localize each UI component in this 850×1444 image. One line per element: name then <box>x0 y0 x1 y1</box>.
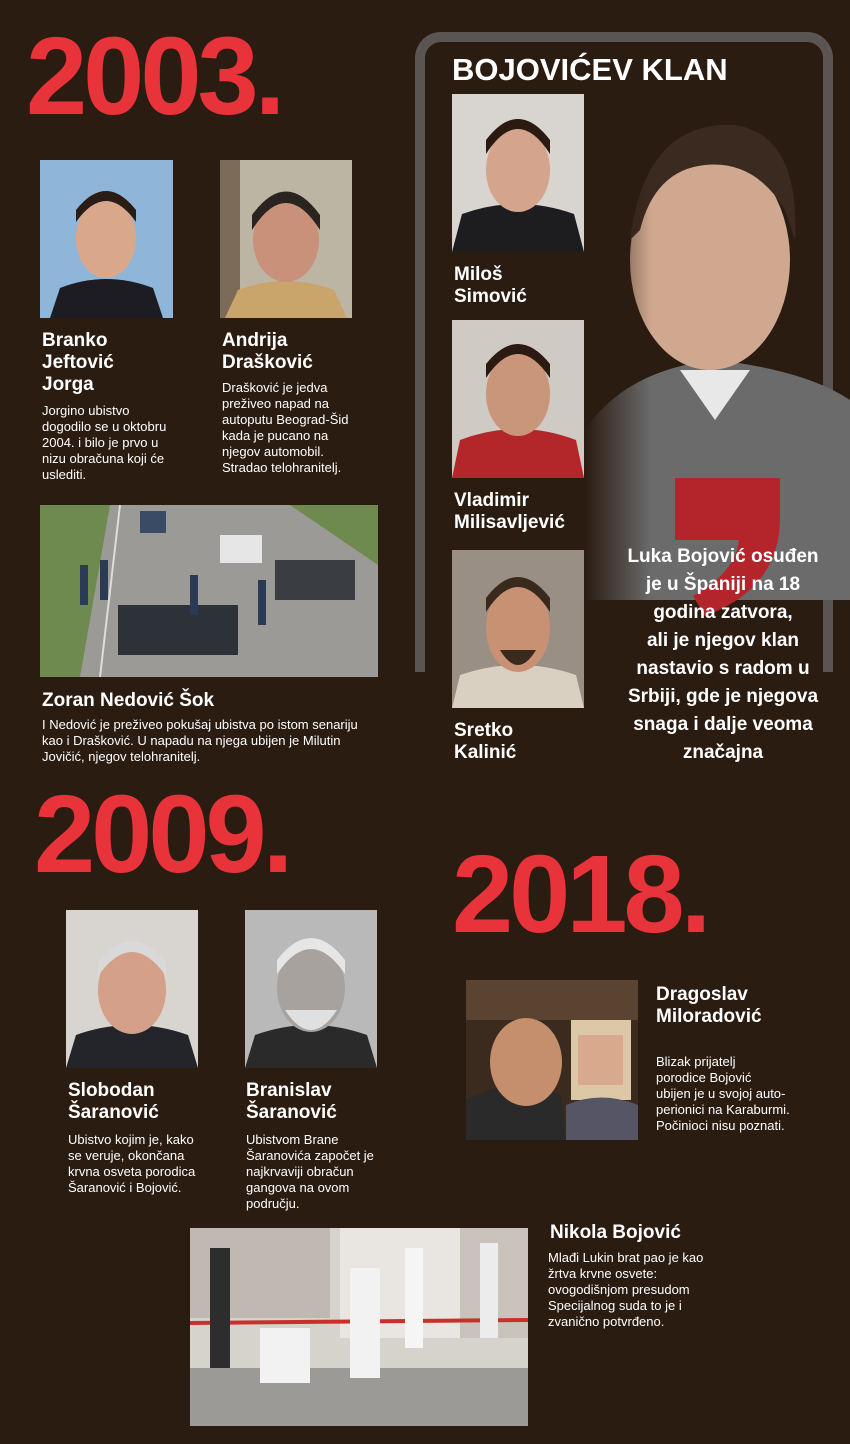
branislav-saranovic-name: Branislav Šaranović <box>246 1080 337 1123</box>
nikola-bojovic-crime-scene-photo <box>190 1228 528 1426</box>
nikola-bojovic-name: Nikola Bojović <box>550 1222 681 1243</box>
year-2003-heading: 2003. <box>26 15 282 138</box>
nikola-bojovic-description: Mlađi Lukin brat pao je kao žrtva krvne osvete: ovogodišnjom presudom Specijalnog suda to je i zvanično potvrđeno. <box>548 1250 704 1329</box>
klan-title: BOJOVIĆEV KLAN <box>452 52 728 87</box>
branko-jeftovic-photo <box>40 160 173 318</box>
year-2009-heading: 2009. <box>34 773 290 896</box>
branko-jeftovic-name: Branko Jeftović Jorga <box>42 330 114 395</box>
highway-crime-scene-photo <box>40 505 378 677</box>
sretko-kalinic-photo <box>452 550 584 708</box>
klan-quote: Luka Bojović osuđen je u Španiji na 18 godina zatvora, ali je njegov klan nastavio s radom u Srbiji, gde je njegova snaga i dalje veoma značajna <box>627 546 819 763</box>
slobodan-saranovic-description: Ubistvo kojim je, kako se veruje, okončana krvna osveta porodica Šaranović i Bojović. <box>68 1132 196 1195</box>
sretko-kalinic-name: Sretko Kalinić <box>454 720 517 763</box>
milos-simovic-name: Miloš Simović <box>454 264 527 307</box>
vladimir-milisavljevic-name: Vladimir Milisavljević <box>454 490 565 533</box>
dragoslav-miloradovic-description: Blizak prijatelj porodice Bojović ubijen je u svojoj auto- perionici na Karaburmi. Počinioci nisu poznati. <box>656 1054 790 1133</box>
branislav-saranovic-photo <box>245 910 377 1068</box>
dragoslav-miloradovic-name: Dragoslav Miloradović <box>656 984 762 1027</box>
year-2018-heading: 2018. <box>452 833 708 956</box>
vladimir-milisavljevic-photo <box>452 320 584 478</box>
zoran-nedovic-name: Zoran Nedović Šok <box>42 690 215 711</box>
andrija-draskovic-description: Drašković je jedva preživeo napad na autoputu Beograd-Šid kada je pucano na njegov automobil. Stradao telohranitelj. <box>222 380 349 475</box>
andrija-draskovic-name: Andrija Drašković <box>222 330 313 373</box>
branislav-saranovic-description: Ubistvom Brane Šaranovića započet je najkrvaviji obračun gangova na ovom području. <box>246 1132 374 1211</box>
dragoslav-miloradovic-photo <box>466 980 638 1140</box>
branko-jeftovic-description: Jorgino ubistvo dogodilo se u oktobru 2004. i bilo je prvo u nizu obračuna koji će uslediti. <box>42 403 167 482</box>
slobodan-saranovic-name: Slobodan Šaranović <box>68 1080 159 1123</box>
andrija-draskovic-photo <box>220 160 352 318</box>
zoran-nedovic-description: I Nedović je preživeo pokušaj ubistva po istom senariju kao i Drašković. U napadu na njega ubijen je Milutin Jovičić, njegov telohranitelj. <box>42 717 358 764</box>
milos-simovic-photo <box>452 94 584 252</box>
slobodan-saranovic-photo <box>66 910 198 1068</box>
